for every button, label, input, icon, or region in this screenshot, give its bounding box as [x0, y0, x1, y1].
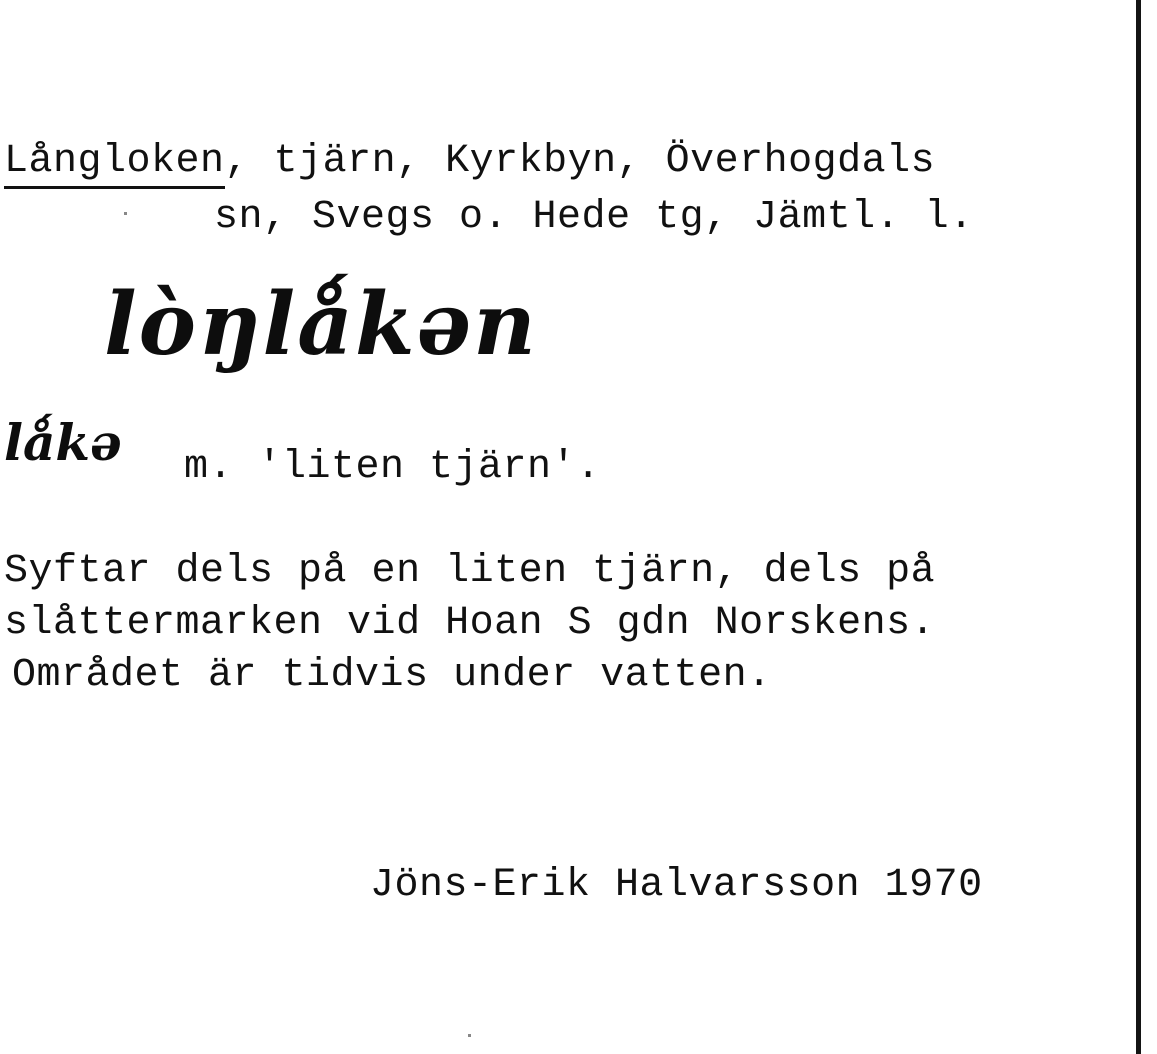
- description-line-3: Området är tidvis under vatten.: [12, 653, 772, 698]
- description-line-2: slåttermarken vid Hoan S gdn Norskens.: [4, 601, 936, 646]
- signature: Jöns-Erik Halvarsson 1970: [370, 863, 983, 908]
- card-edge-line: [1136, 0, 1141, 1054]
- entry-location: , tjärn, Kyrkbyn, Överhogdals: [224, 139, 936, 184]
- speck: [124, 212, 127, 215]
- entry-line-2: sn, Svegs o. Hede tg, Jämtl. l.: [214, 195, 974, 240]
- speck: [468, 1034, 471, 1037]
- headword: Långloken: [4, 139, 225, 189]
- handwritten-base-word: lǻkə: [4, 413, 122, 472]
- handwritten-pronunciation: lòŋlǻkən: [104, 274, 538, 375]
- gloss: m. 'liten tjärn'.: [184, 445, 601, 490]
- entry-line-1: [4, 139, 936, 184]
- description-line-1: Syftar dels på en liten tjärn, dels på: [4, 549, 936, 594]
